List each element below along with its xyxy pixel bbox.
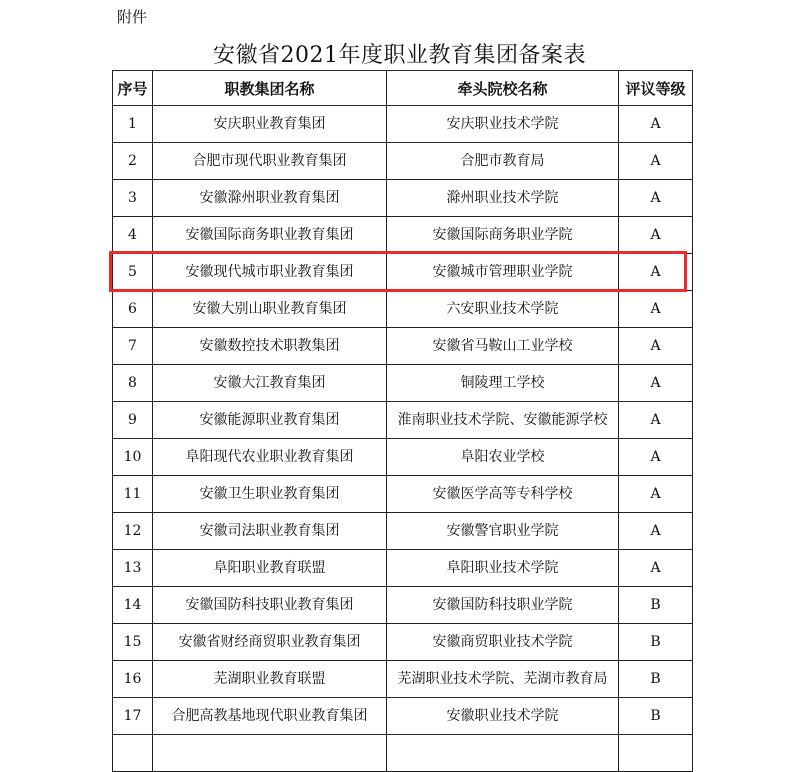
- cell-lead-institution: 安徽职业技术学院: [387, 698, 619, 735]
- cell-grade: A: [619, 513, 693, 550]
- table-row: [113, 476, 693, 513]
- table-row: [113, 661, 693, 698]
- cell-grade: A: [619, 180, 693, 217]
- cell-lead-institution: [387, 735, 619, 772]
- cell-serial: [113, 735, 153, 772]
- cell-lead-institution: 铜陵理工学校: [387, 365, 619, 402]
- header-grade: 评议等级: [619, 71, 693, 106]
- table-row: [113, 587, 693, 624]
- cell-lead-institution: 安徽省马鞍山工业学校: [387, 328, 619, 365]
- cell-group-name: 安徽滁州职业教育集团: [153, 180, 387, 217]
- cell-grade: B: [619, 587, 693, 624]
- table-row: [113, 328, 693, 365]
- cell-grade: A: [619, 550, 693, 587]
- cell-grade: B: [619, 624, 693, 661]
- table-row: [113, 439, 693, 476]
- cell-lead-institution: 淮南职业技术学院、安徽能源学校: [387, 402, 619, 439]
- cell-serial: 6: [113, 291, 153, 328]
- cell-group-name: 芜湖职业教育联盟: [153, 661, 387, 698]
- cell-group-name: 安徽卫生职业教育集团: [153, 476, 387, 513]
- cell-grade: A: [619, 365, 693, 402]
- table-row: [113, 180, 693, 217]
- header-lead-institution: 牵头院校名称: [387, 71, 619, 106]
- cell-group-name: 安徽能源职业教育集团: [153, 402, 387, 439]
- cell-group-name: 阜阳现代农业职业教育集团: [153, 439, 387, 476]
- header-serial: 序号: [113, 71, 153, 106]
- cell-serial: 11: [113, 476, 153, 513]
- cell-serial: 16: [113, 661, 153, 698]
- table-row: [113, 698, 693, 735]
- table-row: [113, 291, 693, 328]
- table-row: [113, 550, 693, 587]
- cell-group-name: 安徽国际商务职业教育集团: [153, 217, 387, 254]
- cell-group-name: 合肥高教基地现代职业教育集团: [153, 698, 387, 735]
- cell-serial: 4: [113, 217, 153, 254]
- table-row: [113, 217, 693, 254]
- cell-serial: 9: [113, 402, 153, 439]
- cell-serial: 2: [113, 143, 153, 180]
- cell-lead-institution: 安徽国防科技职业学院: [387, 587, 619, 624]
- cell-serial: 7: [113, 328, 153, 365]
- cell-serial: 8: [113, 365, 153, 402]
- table-row: [113, 365, 693, 402]
- table-row: [113, 402, 693, 439]
- cell-group-name: 安徽大江教育集团: [153, 365, 387, 402]
- cell-serial: 5: [113, 254, 153, 291]
- table-row: [113, 513, 693, 550]
- cell-serial: 10: [113, 439, 153, 476]
- table-row: [113, 254, 693, 291]
- cell-grade: A: [619, 439, 693, 476]
- cell-lead-institution: 安徽城市管理职业学院: [387, 254, 619, 291]
- registration-table: [112, 70, 693, 772]
- header-group-name: 职教集团名称: [153, 71, 387, 106]
- cell-lead-institution: 滁州职业技术学院: [387, 180, 619, 217]
- cell-grade: [619, 735, 693, 772]
- cell-serial: 1: [113, 106, 153, 143]
- table-row: [113, 735, 693, 772]
- cell-lead-institution: 芜湖职业技术学院、芜湖市教育局: [387, 661, 619, 698]
- cell-lead-institution: 安徽警官职业学院: [387, 513, 619, 550]
- cell-group-name: 阜阳职业教育联盟: [153, 550, 387, 587]
- cell-group-name: 安徽国防科技职业教育集团: [153, 587, 387, 624]
- cell-group-name: 安徽司法职业教育集团: [153, 513, 387, 550]
- cell-grade: A: [619, 143, 693, 180]
- cell-grade: B: [619, 698, 693, 735]
- cell-lead-institution: 安徽国际商务职业学院: [387, 217, 619, 254]
- cell-grade: A: [619, 402, 693, 439]
- cell-grade: A: [619, 106, 693, 143]
- table-body: [113, 106, 693, 772]
- cell-group-name: 安庆职业教育集团: [153, 106, 387, 143]
- cell-lead-institution: 六安职业技术学院: [387, 291, 619, 328]
- cell-lead-institution: 安徽商贸职业技术学院: [387, 624, 619, 661]
- table-row: [113, 624, 693, 661]
- cell-serial: 13: [113, 550, 153, 587]
- cell-lead-institution: 合肥市教育局: [387, 143, 619, 180]
- cell-group-name: 合肥市现代职业教育集团: [153, 143, 387, 180]
- cell-serial: 12: [113, 513, 153, 550]
- cell-grade: A: [619, 254, 693, 291]
- table-header-row: [113, 71, 693, 106]
- cell-group-name: [153, 735, 387, 772]
- cell-serial: 14: [113, 587, 153, 624]
- cell-group-name: 安徽大别山职业教育集团: [153, 291, 387, 328]
- cell-serial: 15: [113, 624, 153, 661]
- cell-lead-institution: 阜阳职业技术学院: [387, 550, 619, 587]
- cell-serial: 3: [113, 180, 153, 217]
- table-row: [113, 143, 693, 180]
- cell-grade: A: [619, 291, 693, 328]
- cell-grade: A: [619, 217, 693, 254]
- document-title: 安徽省2021年度职业教育集团备案表: [213, 43, 586, 68]
- cell-grade: A: [619, 328, 693, 365]
- cell-lead-institution: 安庆职业技术学院: [387, 106, 619, 143]
- cell-group-name: 安徽省财经商贸职业教育集团: [153, 624, 387, 661]
- cell-serial: 17: [113, 698, 153, 735]
- cell-lead-institution: 阜阳农业学校: [387, 439, 619, 476]
- table-row: [113, 106, 693, 143]
- cell-grade: B: [619, 661, 693, 698]
- cell-group-name: 安徽数控技术职教集团: [153, 328, 387, 365]
- cell-group-name: 安徽现代城市职业教育集团: [153, 254, 387, 291]
- annex-label: 附件: [117, 8, 148, 26]
- cell-grade: A: [619, 476, 693, 513]
- cell-lead-institution: 安徽医学高等专科学校: [387, 476, 619, 513]
